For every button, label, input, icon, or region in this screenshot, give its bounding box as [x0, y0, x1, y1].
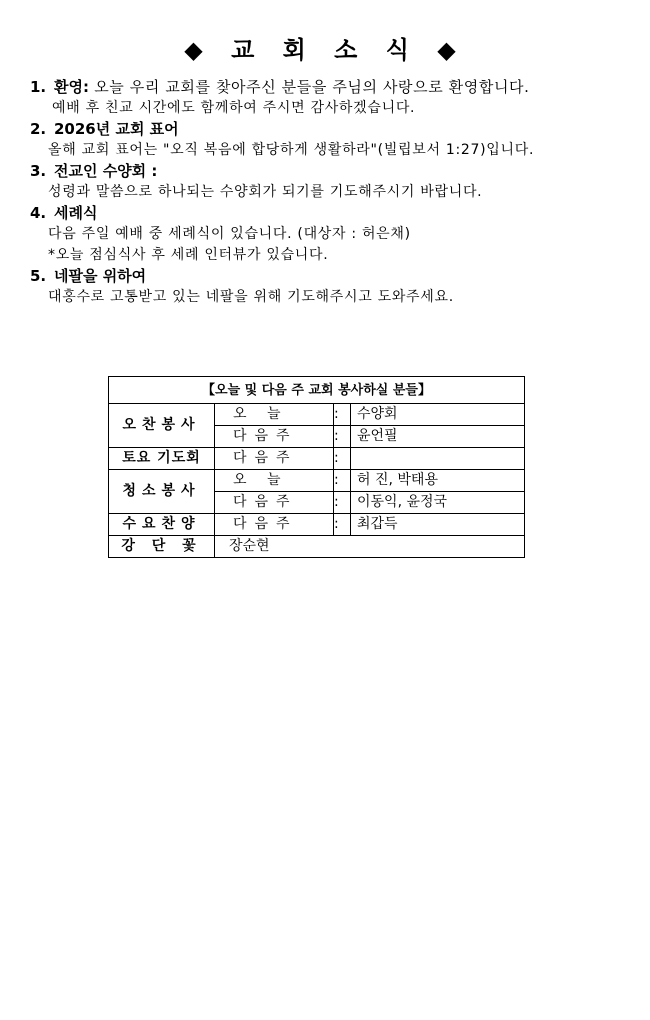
role-altar-flowers: 강 단 꽃	[109, 536, 215, 558]
colon: :	[334, 492, 351, 514]
news-item-inline-text: 오늘 우리 교회를 찾아주신 분들을 주님의 사랑으로 환영합니다.	[94, 78, 530, 96]
news-item-heading	[30, 203, 640, 224]
colon: :	[334, 514, 351, 536]
news-item-line: 올해 교회 표어는 "오직 복음에 합당하게 생활하라"(빌립보서 1:27)입니다.	[48, 142, 535, 158]
news-item-number: 4.	[30, 204, 47, 222]
news-item-line: 예배 후 친교 시간에도 함께하여 주시면 감사하겠습니다.	[52, 100, 416, 116]
when-label: 오 늘	[215, 404, 334, 426]
news-item	[30, 203, 640, 266]
when-label: 다음주	[215, 426, 334, 448]
news-item-number: 2.	[30, 120, 47, 138]
role-wednesday-praise: 수요찬양	[109, 514, 215, 536]
volunteer-name	[351, 448, 525, 470]
news-item-title: 전교인 수양회 :	[54, 162, 158, 180]
table-row	[109, 514, 525, 536]
colon: :	[334, 426, 351, 448]
news-item-number: 3.	[30, 162, 47, 180]
volunteer-name: 이동익, 윤정국	[351, 492, 525, 514]
when-label: 다음주	[215, 448, 334, 470]
table-row	[109, 536, 525, 558]
news-item-line: 대홍수로 고통받고 있는 네팔을 위해 기도해주시고 도와주세요.	[48, 289, 454, 305]
news-item	[30, 119, 640, 161]
news-item-line: 다음 주일 예배 중 세례식이 있습니다. (대상자 : 허은채)	[48, 226, 411, 242]
table-row	[109, 404, 525, 426]
colon: :	[334, 404, 351, 426]
news-item-line: *오늘 점심식사 후 세례 인터뷰가 있습니다.	[48, 247, 329, 263]
role-saturday-prayer: 토요 기도회	[109, 448, 215, 470]
news-item-line: 성령과 말씀으로 하나되는 수양회가 되기를 기도해주시기 바랍니다.	[48, 184, 483, 200]
news-item-title: 세례식	[54, 204, 98, 222]
table-caption-row	[109, 377, 525, 404]
when-label: 오 늘	[215, 470, 334, 492]
page-title: ◆ 교 회 소 식 ◆	[184, 36, 466, 64]
role-cleaning-service: 청소봉사	[109, 470, 215, 514]
news-item-heading	[30, 161, 640, 182]
news-item-number: 5.	[30, 267, 47, 285]
news-item	[30, 266, 640, 308]
colon: :	[334, 448, 351, 470]
service-schedule-table	[108, 376, 525, 558]
volunteer-name: 최갑득	[351, 514, 525, 536]
news-item-heading	[30, 119, 640, 140]
when-label: 다음주	[215, 514, 334, 536]
news-item-number: 1.	[30, 78, 47, 96]
colon: :	[334, 470, 351, 492]
news-item-title: 2026년 교회 표어	[54, 120, 179, 138]
news-item	[30, 77, 640, 119]
role-lunch-service: 오찬봉사	[109, 404, 215, 448]
when-label: 다음주	[215, 492, 334, 514]
news-item-heading	[30, 266, 640, 287]
volunteer-name: 허 진, 박태용	[351, 470, 525, 492]
volunteer-name: 윤언필	[351, 426, 525, 448]
news-list	[30, 77, 640, 308]
news-item	[30, 161, 640, 203]
volunteer-name: 수양회	[351, 404, 525, 426]
news-item-title: 네팔을 위하여	[54, 267, 147, 285]
table-caption: 【오늘 및 다음 주 교회 봉사하실 분들】	[109, 377, 525, 404]
news-item-title: 환영:	[54, 78, 89, 96]
table-row	[109, 448, 525, 470]
table-row	[109, 470, 525, 492]
volunteer-name: 장순현	[215, 536, 525, 558]
news-item-heading	[30, 77, 640, 98]
